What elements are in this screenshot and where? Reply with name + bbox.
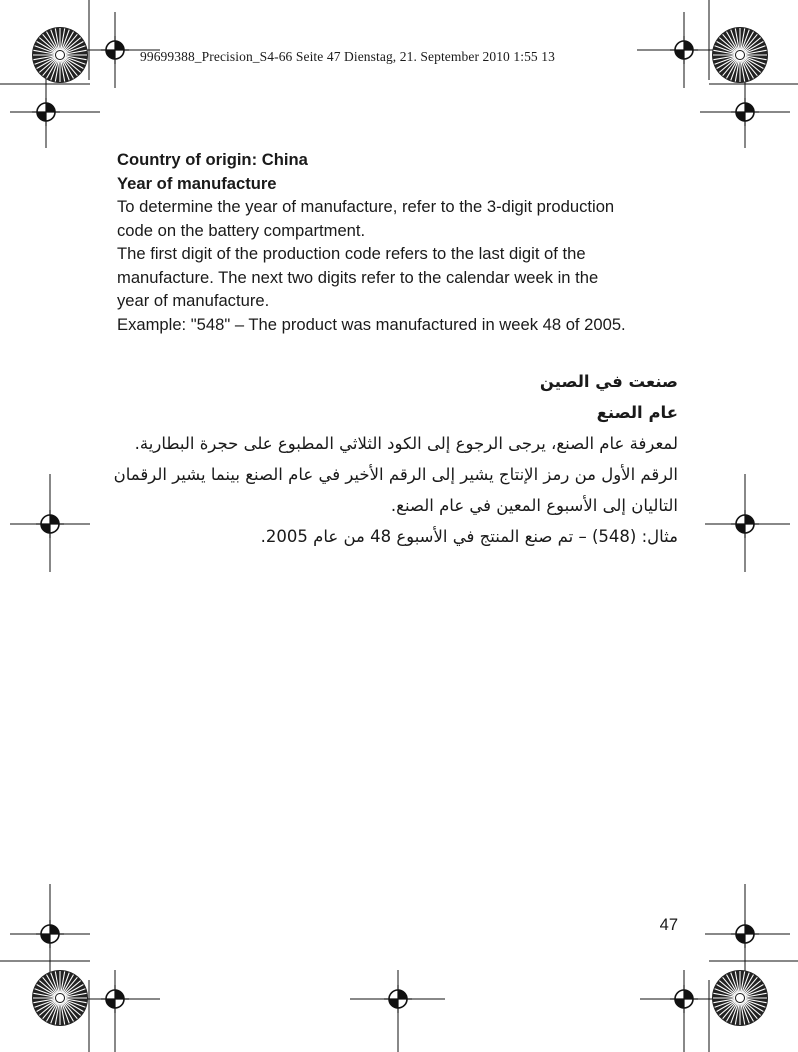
star-target-bottom-right	[712, 970, 768, 1026]
registration-mark-bottom-right	[670, 985, 698, 1013]
arabic-paragraph-line: التاليان إلى الأسبوع المعين في عام الصنع.	[390, 496, 678, 515]
registration-mark-top-left	[101, 36, 129, 64]
print-header: 99699388_Precision_S4-66 Seite 47 Dienstag, 21. September 2010 1:55 13	[140, 49, 555, 64]
arabic-year-of-manufacture-heading: عام الصنع	[596, 403, 678, 422]
registration-mark-lower-right	[731, 920, 759, 948]
paragraph-line: code on the battery compartment.	[117, 220, 366, 240]
arabic-paragraph-line: الرقم الأول من رمز الإنتاج يشير إلى الرقم الأخير في عام الصنع بينما يشير الرقمان	[113, 465, 678, 484]
registration-mark-middle-right	[731, 510, 759, 538]
page-number: 47	[659, 916, 678, 934]
star-target-top-left	[32, 27, 88, 83]
arabic-paragraph-line: مثال: (548) – تم صنع المنتج في الأسبوع 48 من عام 2005.	[260, 527, 678, 546]
registration-mark-top-right	[670, 36, 698, 64]
registration-mark-lower-left	[36, 920, 64, 948]
arabic-paragraph-line: لمعرفة عام الصنع، يرجى الرجوع إلى الكود الثلاثي المطبوع على حجرة البطارية.	[134, 434, 678, 453]
registration-mark-middle-left	[36, 510, 64, 538]
paragraph-line: To determine the year of manufacture, refer to the 3-digit production	[117, 197, 615, 216]
paragraph-line: Example: "548" – The product was manufactured in week 48 of 2005.	[117, 314, 626, 334]
paragraph-line: year of manufacture.	[117, 291, 270, 310]
year-of-manufacture-heading: Year of manufacture	[117, 173, 277, 193]
star-target-top-right	[712, 27, 768, 83]
star-target-bottom-left	[32, 970, 88, 1026]
arabic-section	[110, 366, 678, 552]
english-section	[117, 148, 692, 336]
registration-mark-bottom-center	[384, 985, 412, 1013]
registration-mark-upper-right	[731, 98, 759, 126]
paragraph-line: The first digit of the production code refers to the last digit of the	[117, 244, 586, 263]
arabic-country-of-origin-heading: صنعت في الصين	[539, 372, 678, 391]
registration-mark-bottom-left	[101, 985, 129, 1013]
registration-mark-upper-left	[32, 98, 60, 126]
paragraph-line: manufacture. The next two digits refer to the calendar week in the	[117, 267, 599, 287]
country-of-origin-heading: Country of origin: China	[117, 150, 308, 169]
